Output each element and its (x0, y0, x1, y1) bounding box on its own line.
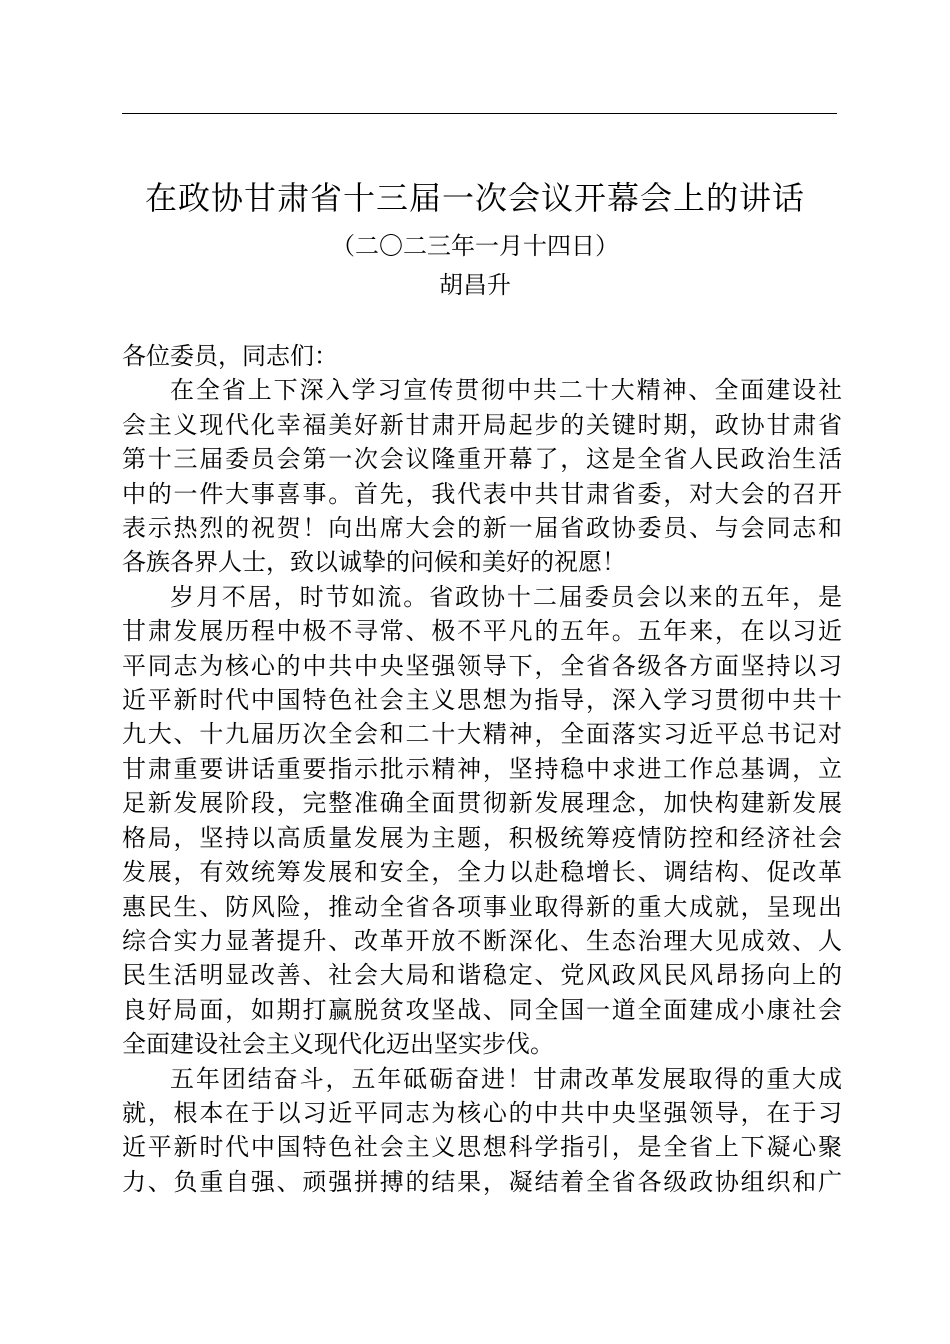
body-line: 近平新时代中国特色社会主义思想科学指引，是全省上下凝心聚 (122, 1133, 842, 1162)
document-date: （二〇二三年一月十四日） (331, 232, 619, 260)
header-rule (122, 113, 837, 114)
body-line: 甘肃重要讲话重要指示批示精神，坚持稳中求进工作总基调，立 (122, 754, 842, 783)
document-body (122, 339, 842, 1199)
body-line: 全面建设社会主义现代化迈出坚实步伐。 (122, 1030, 554, 1059)
body-line: 发展，有效统筹发展和安全，全力以赴稳增长、调结构、促改革 (122, 858, 842, 887)
body-line: 中的一件大事喜事。首先，我代表中共甘肃省委，对大会的召开 (122, 479, 842, 508)
body-line: 会主义现代化幸福美好新甘肃开局起步的关键时期，政协甘肃省 (122, 410, 842, 439)
body-line: 就，根本在于以习近平同志为核心的中共中央坚强领导，在于习 (122, 1098, 842, 1127)
body-line: 各族各界人士，致以诚挚的问候和美好的祝愿！ (122, 548, 626, 577)
body-line: 在全省上下深入学习宣传贯彻中共二十大精神、全面建设社 (170, 376, 842, 405)
body-line: 表示热烈的祝贺！向出席大会的新一届省政协委员、与会同志和 (122, 514, 842, 543)
body-line: 惠民生、防风险，推动全省各项事业取得新的重大成就，呈现出 (122, 892, 842, 921)
body-line: 综合实力显著提升、改革开放不断深化、生态治理大见成效、人 (122, 926, 842, 955)
body-line: 格局，坚持以高质量发展为主题，积极统筹疫情防控和经济社会 (122, 823, 842, 852)
document-author: 胡昌升 (439, 271, 511, 299)
body-line: 足新发展阶段，完整准确全面贯彻新发展理念，加快构建新发展 (122, 789, 842, 818)
body-line: 力、负重自强、顽强拼搏的结果，凝结着全省各级政协组织和广 (122, 1167, 842, 1196)
document-title: 在政协甘肃省十三届一次会议开幕会上的讲话 (144, 179, 805, 217)
body-line: 五年团结奋斗，五年砥砺奋进！甘肃改革发展取得的重大成 (170, 1064, 842, 1093)
body-line: 良好局面，如期打赢脱贫攻坚战、同全国一道全面建成小康社会 (122, 995, 842, 1024)
body-line: 近平新时代中国特色社会主义思想为指导，深入学习贯彻中共十 (122, 686, 842, 715)
body-line: 第十三届委员会第一次会议隆重开幕了，这是全省人民政治生活 (122, 445, 842, 474)
body-line: 岁月不居，时节如流。省政协十二届委员会以来的五年，是 (170, 582, 842, 611)
body-line: 甘肃发展历程中极不寻常、极不平凡的五年。五年来，在以习近 (122, 617, 842, 646)
body-line: 九大、十九届历次全会和二十大精神，全面落实习近平总书记对 (122, 720, 842, 749)
body-line: 民生活明显改善、社会大局和谐稳定、党风政风民风昂扬向上的 (122, 961, 842, 990)
body-line: 平同志为核心的中共中央坚强领导下，全省各级各方面坚持以习 (122, 651, 842, 680)
salutation: 各位委员，同志们： (122, 342, 338, 370)
